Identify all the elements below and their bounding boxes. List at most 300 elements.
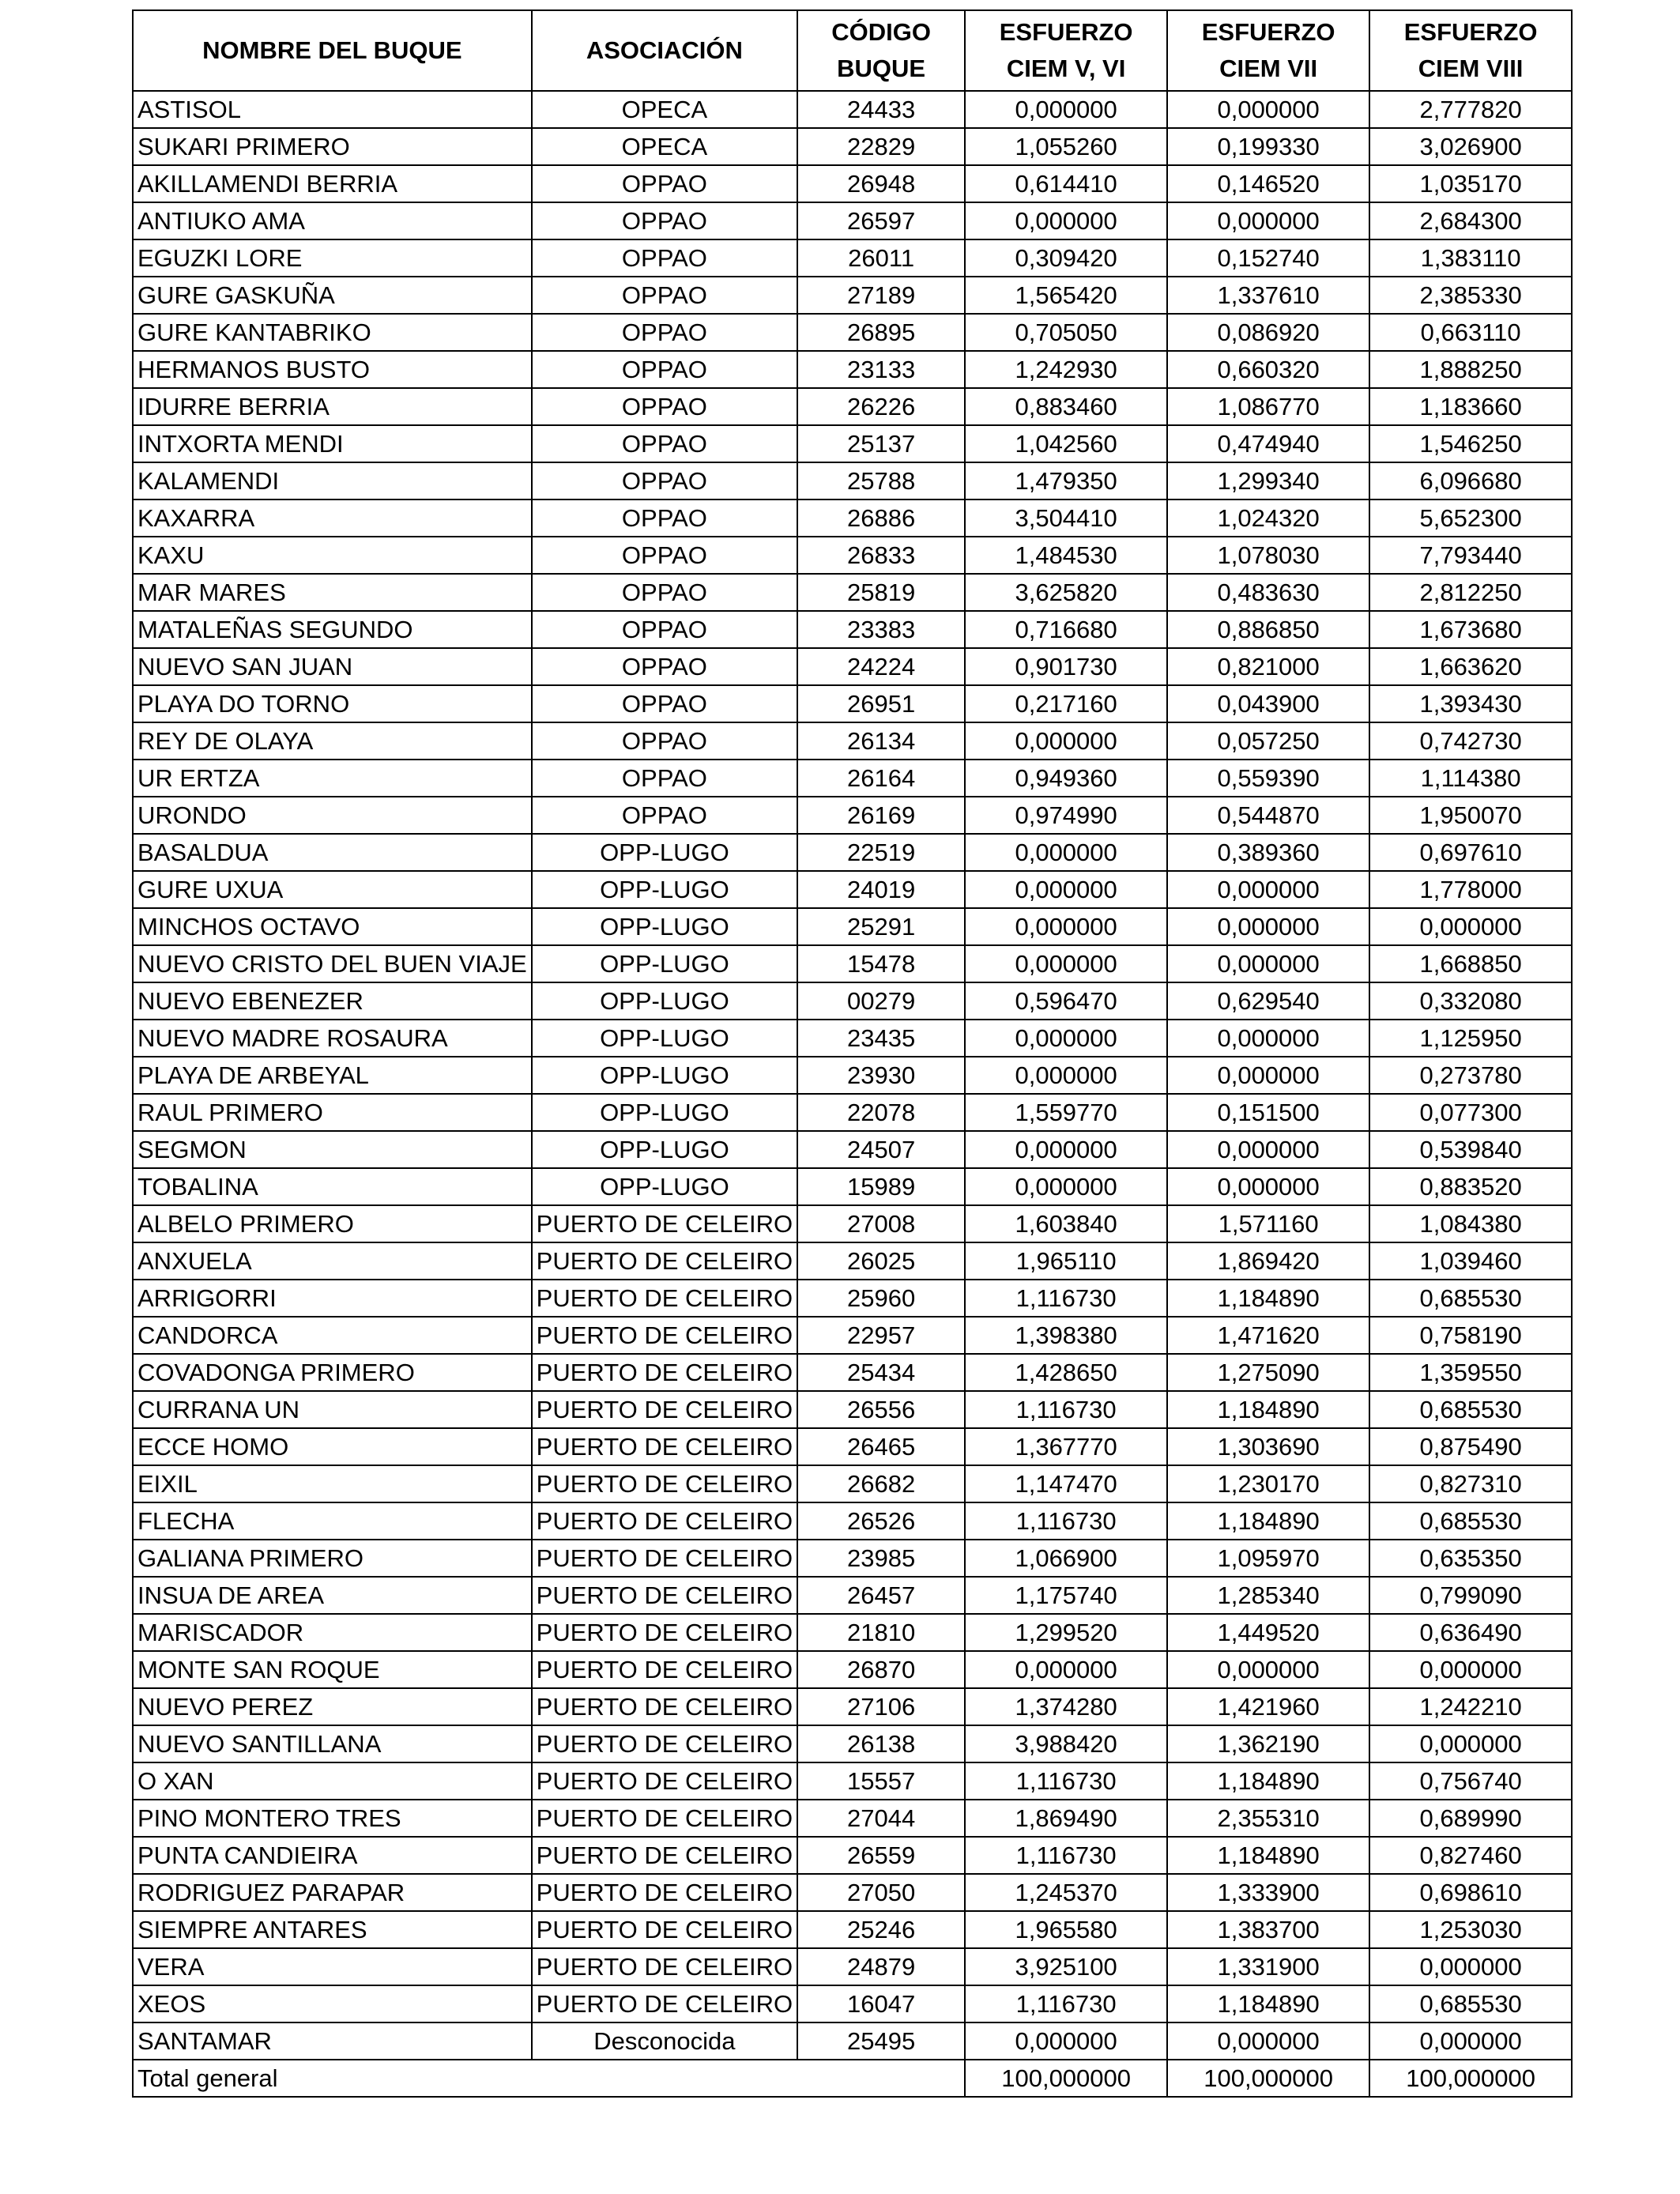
cell-effort-viii: 1,546250 [1369, 425, 1572, 462]
table-row [133, 1911, 1572, 1948]
cell-vessel-code: 16047 [797, 1985, 965, 2022]
cell-effort-viii: 0,685530 [1369, 1391, 1572, 1428]
cell-effort-viii: 0,799090 [1369, 1577, 1572, 1614]
cell-effort-v-vi: 1,398380 [965, 1317, 1167, 1354]
cell-effort-v-vi: 1,116730 [965, 1985, 1167, 2022]
cell-association: OPPAO [532, 462, 797, 499]
cell-effort-vii: 0,043900 [1167, 685, 1369, 722]
cell-effort-vii: 0,152740 [1167, 239, 1369, 277]
cell-effort-v-vi: 1,066900 [965, 1540, 1167, 1577]
cell-vessel-code: 26559 [797, 1837, 965, 1874]
cell-effort-v-vi: 1,116730 [965, 1762, 1167, 1800]
cell-vessel-code: 22519 [797, 834, 965, 871]
cell-effort-viii: 2,385330 [1369, 277, 1572, 314]
header-effort-vii: ESFUERZO CIEM VII [1167, 10, 1369, 91]
cell-effort-v-vi: 0,596470 [965, 982, 1167, 1020]
cell-effort-viii: 2,812250 [1369, 574, 1572, 611]
cell-effort-v-vi: 1,869490 [965, 1800, 1167, 1837]
cell-vessel-code: 15989 [797, 1168, 965, 1205]
cell-association: PUERTO DE CELEIRO [532, 1540, 797, 1577]
cell-effort-vii: 1,184890 [1167, 1837, 1369, 1874]
cell-association: OPP-LUGO [532, 1131, 797, 1168]
cell-effort-v-vi: 0,974990 [965, 797, 1167, 834]
cell-effort-vii: 0,000000 [1167, 871, 1369, 908]
cell-association: OPPAO [532, 425, 797, 462]
table-row [133, 314, 1572, 351]
cell-vessel-name: KAXU [133, 537, 532, 574]
cell-vessel-code: 25960 [797, 1280, 965, 1317]
cell-association: PUERTO DE CELEIRO [532, 1465, 797, 1502]
cell-effort-viii: 1,673680 [1369, 611, 1572, 648]
cell-vessel-code: 26682 [797, 1465, 965, 1502]
cell-effort-v-vi: 3,504410 [965, 499, 1167, 537]
cell-effort-vii: 0,660320 [1167, 351, 1369, 388]
cell-association: OPPAO [532, 722, 797, 760]
cell-effort-viii: 1,668850 [1369, 945, 1572, 982]
cell-effort-vii: 1,362190 [1167, 1725, 1369, 1762]
cell-association: OPP-LUGO [532, 1094, 797, 1131]
cell-effort-viii: 1,114380 [1369, 760, 1572, 797]
cell-effort-viii: 1,888250 [1369, 351, 1572, 388]
cell-effort-v-vi: 1,147470 [965, 1465, 1167, 1502]
cell-vessel-name: SIEMPRE ANTARES [133, 1911, 532, 1948]
cell-vessel-name: MONTE SAN ROQUE [133, 1651, 532, 1688]
cell-effort-vii: 0,000000 [1167, 2022, 1369, 2060]
cell-vessel-name: XEOS [133, 1985, 532, 2022]
cell-effort-v-vi: 0,309420 [965, 239, 1167, 277]
cell-association: PUERTO DE CELEIRO [532, 1354, 797, 1391]
cell-effort-v-vi: 3,988420 [965, 1725, 1167, 1762]
table-row [133, 537, 1572, 574]
cell-vessel-name: ASTISOL [133, 91, 532, 128]
cell-vessel-code: 22829 [797, 128, 965, 165]
cell-effort-vii: 0,544870 [1167, 797, 1369, 834]
cell-vessel-name: SANTAMAR [133, 2022, 532, 2060]
cell-association: PUERTO DE CELEIRO [532, 1614, 797, 1651]
cell-effort-vii: 1,184890 [1167, 1391, 1369, 1428]
cell-effort-v-vi: 1,479350 [965, 462, 1167, 499]
cell-vessel-code: 27044 [797, 1800, 965, 1837]
cell-vessel-name: GURE GASKUÑA [133, 277, 532, 314]
cell-association: PUERTO DE CELEIRO [532, 1837, 797, 1874]
table-row [133, 2022, 1572, 2060]
cell-vessel-code: 26465 [797, 1428, 965, 1465]
cell-vessel-name: RODRIGUEZ PARAPAR [133, 1874, 532, 1911]
cell-effort-viii: 0,883520 [1369, 1168, 1572, 1205]
cell-vessel-name: GURE UXUA [133, 871, 532, 908]
cell-association: PUERTO DE CELEIRO [532, 1985, 797, 2022]
cell-effort-v-vi: 0,217160 [965, 685, 1167, 722]
cell-association: OPPAO [532, 314, 797, 351]
cell-effort-vii: 0,000000 [1167, 1168, 1369, 1205]
header-effort-viii: ESFUERZO CIEM VIII [1369, 10, 1572, 91]
cell-effort-viii: 1,778000 [1369, 871, 1572, 908]
cell-vessel-name: ARRIGORRI [133, 1280, 532, 1317]
cell-effort-vii: 2,355310 [1167, 1800, 1369, 1837]
cell-effort-viii: 0,875490 [1369, 1428, 1572, 1465]
cell-effort-vii: 0,886850 [1167, 611, 1369, 648]
total-effort-v-vi: 100,000000 [965, 2060, 1167, 2097]
cell-vessel-code: 21810 [797, 1614, 965, 1651]
cell-effort-vii: 1,571160 [1167, 1205, 1369, 1242]
cell-vessel-code: 26025 [797, 1242, 965, 1280]
cell-vessel-code: 27050 [797, 1874, 965, 1911]
table-row [133, 1688, 1572, 1725]
table-row [133, 797, 1572, 834]
cell-vessel-name: COVADONGA PRIMERO [133, 1354, 532, 1391]
cell-effort-v-vi: 0,000000 [965, 202, 1167, 239]
cell-effort-v-vi: 1,245370 [965, 1874, 1167, 1911]
table-row [133, 945, 1572, 982]
cell-association: OPP-LUGO [532, 834, 797, 871]
cell-vessel-name: NUEVO EBENEZER [133, 982, 532, 1020]
cell-effort-viii: 1,039460 [1369, 1242, 1572, 1280]
cell-effort-viii: 0,000000 [1369, 908, 1572, 945]
cell-effort-viii: 1,183660 [1369, 388, 1572, 425]
table-body [133, 91, 1572, 2060]
cell-effort-viii: 2,684300 [1369, 202, 1572, 239]
cell-vessel-code: 23435 [797, 1020, 965, 1057]
total-row [133, 2060, 1572, 2097]
table-row [133, 425, 1572, 462]
cell-association: OPECA [532, 128, 797, 165]
cell-effort-vii: 1,086770 [1167, 388, 1369, 425]
cell-effort-v-vi: 1,055260 [965, 128, 1167, 165]
table-row [133, 1428, 1572, 1465]
cell-vessel-code: 26951 [797, 685, 965, 722]
cell-vessel-name: FLECHA [133, 1502, 532, 1540]
cell-effort-vii: 1,184890 [1167, 1280, 1369, 1317]
cell-effort-vii: 1,078030 [1167, 537, 1369, 574]
cell-effort-vii: 0,000000 [1167, 91, 1369, 128]
cell-vessel-code: 25137 [797, 425, 965, 462]
cell-vessel-name: NUEVO SAN JUAN [133, 648, 532, 685]
cell-effort-viii: 0,663110 [1369, 314, 1572, 351]
cell-effort-viii: 7,793440 [1369, 537, 1572, 574]
cell-effort-viii: 1,035170 [1369, 165, 1572, 202]
cell-vessel-code: 26886 [797, 499, 965, 537]
cell-effort-viii: 0,698610 [1369, 1874, 1572, 1911]
cell-association: OPPAO [532, 760, 797, 797]
cell-association: OPPAO [532, 351, 797, 388]
cell-effort-vii: 0,146520 [1167, 165, 1369, 202]
cell-effort-v-vi: 0,000000 [965, 91, 1167, 128]
cell-association: PUERTO DE CELEIRO [532, 1242, 797, 1280]
header-row [133, 10, 1572, 91]
cell-effort-vii: 1,184890 [1167, 1985, 1369, 2022]
table-row [133, 1540, 1572, 1577]
cell-vessel-name: IDURRE BERRIA [133, 388, 532, 425]
cell-effort-v-vi: 0,000000 [965, 722, 1167, 760]
cell-association: PUERTO DE CELEIRO [532, 1205, 797, 1242]
cell-effort-vii: 1,024320 [1167, 499, 1369, 537]
cell-vessel-name: AKILLAMENDI BERRIA [133, 165, 532, 202]
cell-vessel-name: GURE KANTABRIKO [133, 314, 532, 351]
cell-effort-v-vi: 1,965110 [965, 1242, 1167, 1280]
cell-effort-vii: 0,057250 [1167, 722, 1369, 760]
cell-effort-v-vi: 1,565420 [965, 277, 1167, 314]
table-row [133, 982, 1572, 1020]
cell-effort-viii: 0,000000 [1369, 1948, 1572, 1985]
cell-vessel-name: PLAYA DE ARBEYAL [133, 1057, 532, 1094]
cell-association: OPPAO [532, 388, 797, 425]
cell-effort-viii: 6,096680 [1369, 462, 1572, 499]
cell-association: OPPAO [532, 685, 797, 722]
table-row [133, 499, 1572, 537]
cell-association: OPPAO [532, 797, 797, 834]
header-association: ASOCIACIÓN [532, 10, 797, 91]
cell-vessel-name: GALIANA PRIMERO [133, 1540, 532, 1577]
cell-effort-vii: 1,299340 [1167, 462, 1369, 499]
cell-association: OPP-LUGO [532, 871, 797, 908]
cell-effort-v-vi: 0,705050 [965, 314, 1167, 351]
cell-association: Desconocida [532, 2022, 797, 2060]
cell-effort-v-vi: 0,000000 [965, 2022, 1167, 2060]
cell-effort-v-vi: 0,000000 [965, 834, 1167, 871]
table-row [133, 388, 1572, 425]
cell-effort-vii: 1,449520 [1167, 1614, 1369, 1651]
table-row [133, 648, 1572, 685]
table-row [133, 1614, 1572, 1651]
cell-effort-viii: 0,685530 [1369, 1280, 1572, 1317]
table-row [133, 462, 1572, 499]
cell-effort-viii: 0,539840 [1369, 1131, 1572, 1168]
cell-association: PUERTO DE CELEIRO [532, 1874, 797, 1911]
cell-effort-v-vi: 1,367770 [965, 1428, 1167, 1465]
cell-association: OPPAO [532, 611, 797, 648]
table-row [133, 351, 1572, 388]
table-row [133, 1948, 1572, 1985]
cell-vessel-code: 26457 [797, 1577, 965, 1614]
cell-vessel-code: 26164 [797, 760, 965, 797]
table-row [133, 908, 1572, 945]
table-row [133, 1502, 1572, 1540]
cell-effort-v-vi: 1,299520 [965, 1614, 1167, 1651]
cell-vessel-name: HERMANOS BUSTO [133, 351, 532, 388]
cell-association: OPPAO [532, 648, 797, 685]
cell-association: PUERTO DE CELEIRO [532, 1688, 797, 1725]
table-row [133, 165, 1572, 202]
cell-vessel-name: SEGMON [133, 1131, 532, 1168]
cell-association: OPPAO [532, 499, 797, 537]
cell-effort-viii: 1,393430 [1369, 685, 1572, 722]
cell-vessel-code: 26226 [797, 388, 965, 425]
cell-vessel-name: KALAMENDI [133, 462, 532, 499]
cell-effort-vii: 0,199330 [1167, 128, 1369, 165]
cell-effort-v-vi: 1,116730 [965, 1391, 1167, 1428]
cell-vessel-code: 23985 [797, 1540, 965, 1577]
cell-vessel-name: MINCHOS OCTAVO [133, 908, 532, 945]
cell-vessel-code: 24507 [797, 1131, 965, 1168]
cell-vessel-code: 26169 [797, 797, 965, 834]
cell-vessel-code: 23133 [797, 351, 965, 388]
cell-association: PUERTO DE CELEIRO [532, 1800, 797, 1837]
cell-association: PUERTO DE CELEIRO [532, 1762, 797, 1800]
header-vessel-code: CÓDIGO BUQUE [797, 10, 965, 91]
cell-association: OPECA [532, 91, 797, 128]
cell-effort-vii: 1,275090 [1167, 1354, 1369, 1391]
cell-vessel-code: 26597 [797, 202, 965, 239]
cell-vessel-name: ANTIUKO AMA [133, 202, 532, 239]
vessel-effort-table [132, 9, 1573, 2098]
table-row [133, 1577, 1572, 1614]
cell-vessel-code: 24433 [797, 91, 965, 128]
cell-association: OPP-LUGO [532, 982, 797, 1020]
cell-effort-vii: 1,333900 [1167, 1874, 1369, 1911]
cell-effort-vii: 0,151500 [1167, 1094, 1369, 1131]
cell-vessel-code: 27106 [797, 1688, 965, 1725]
cell-effort-viii: 0,685530 [1369, 1985, 1572, 2022]
cell-vessel-name: O XAN [133, 1762, 532, 1800]
cell-effort-viii: 1,383110 [1369, 239, 1572, 277]
table-row [133, 1874, 1572, 1911]
cell-association: PUERTO DE CELEIRO [532, 1391, 797, 1428]
cell-vessel-code: 26870 [797, 1651, 965, 1688]
cell-effort-viii: 0,635350 [1369, 1540, 1572, 1577]
table-row [133, 1317, 1572, 1354]
cell-vessel-name: PUNTA CANDIEIRA [133, 1837, 532, 1874]
cell-vessel-name: ECCE HOMO [133, 1428, 532, 1465]
cell-effort-viii: 0,636490 [1369, 1614, 1572, 1651]
cell-vessel-name: RAUL PRIMERO [133, 1094, 532, 1131]
cell-effort-v-vi: 0,000000 [965, 871, 1167, 908]
cell-vessel-name: BASALDUA [133, 834, 532, 871]
table-row [133, 1725, 1572, 1762]
cell-vessel-name: EIXIL [133, 1465, 532, 1502]
cell-effort-vii: 0,389360 [1167, 834, 1369, 871]
table-row [133, 1131, 1572, 1168]
table-row [133, 1094, 1572, 1131]
cell-effort-v-vi: 1,116730 [965, 1502, 1167, 1540]
table-row [133, 1762, 1572, 1800]
cell-association: OPPAO [532, 239, 797, 277]
cell-effort-v-vi: 0,614410 [965, 165, 1167, 202]
cell-vessel-name: EGUZKI LORE [133, 239, 532, 277]
cell-vessel-code: 00279 [797, 982, 965, 1020]
cell-association: OPPAO [532, 202, 797, 239]
cell-vessel-name: MARISCADOR [133, 1614, 532, 1651]
cell-association: PUERTO DE CELEIRO [532, 1317, 797, 1354]
cell-effort-viii: 1,125950 [1369, 1020, 1572, 1057]
cell-association: OPPAO [532, 574, 797, 611]
cell-effort-v-vi: 0,000000 [965, 945, 1167, 982]
table-row [133, 611, 1572, 648]
cell-association: PUERTO DE CELEIRO [532, 1428, 797, 1465]
cell-effort-viii: 0,697610 [1369, 834, 1572, 871]
table-row [133, 1837, 1572, 1874]
cell-vessel-name: SUKARI PRIMERO [133, 128, 532, 165]
cell-effort-vii: 1,184890 [1167, 1502, 1369, 1540]
cell-effort-viii: 0,332080 [1369, 982, 1572, 1020]
cell-vessel-name: NUEVO MADRE ROSAURA [133, 1020, 532, 1057]
cell-vessel-code: 26138 [797, 1725, 965, 1762]
cell-vessel-name: NUEVO CRISTO DEL BUEN VIAJE [133, 945, 532, 982]
cell-vessel-code: 27189 [797, 277, 965, 314]
cell-effort-viii: 1,253030 [1369, 1911, 1572, 1948]
cell-effort-vii: 1,383700 [1167, 1911, 1369, 1948]
cell-association: PUERTO DE CELEIRO [532, 1948, 797, 1985]
cell-vessel-name: MATALEÑAS SEGUNDO [133, 611, 532, 648]
table-row [133, 239, 1572, 277]
table-row [133, 1651, 1572, 1688]
table-row [133, 277, 1572, 314]
cell-effort-v-vi: 1,374280 [965, 1688, 1167, 1725]
cell-effort-viii: 0,827460 [1369, 1837, 1572, 1874]
cell-association: OPPAO [532, 537, 797, 574]
cell-vessel-code: 27008 [797, 1205, 965, 1242]
cell-vessel-code: 26833 [797, 537, 965, 574]
table-row [133, 1280, 1572, 1317]
cell-vessel-code: 26895 [797, 314, 965, 351]
cell-effort-v-vi: 1,484530 [965, 537, 1167, 574]
cell-effort-vii: 1,421960 [1167, 1688, 1369, 1725]
cell-vessel-name: INSUA DE AREA [133, 1577, 532, 1614]
cell-effort-vii: 1,095970 [1167, 1540, 1369, 1577]
cell-effort-v-vi: 1,116730 [965, 1280, 1167, 1317]
cell-effort-vii: 0,000000 [1167, 1651, 1369, 1688]
cell-effort-v-vi: 1,428650 [965, 1354, 1167, 1391]
cell-effort-v-vi: 0,000000 [965, 1057, 1167, 1094]
table-row [133, 1242, 1572, 1280]
cell-effort-vii: 1,303690 [1167, 1428, 1369, 1465]
cell-effort-vii: 0,629540 [1167, 982, 1369, 1020]
cell-association: OPP-LUGO [532, 945, 797, 982]
cell-effort-vii: 1,471620 [1167, 1317, 1369, 1354]
cell-effort-v-vi: 1,242930 [965, 351, 1167, 388]
cell-vessel-code: 25819 [797, 574, 965, 611]
cell-effort-v-vi: 0,000000 [965, 908, 1167, 945]
cell-vessel-name: URONDO [133, 797, 532, 834]
cell-association: PUERTO DE CELEIRO [532, 1651, 797, 1688]
cell-effort-v-vi: 1,042560 [965, 425, 1167, 462]
table-row [133, 1205, 1572, 1242]
cell-effort-vii: 0,000000 [1167, 1131, 1369, 1168]
cell-effort-viii: 1,359550 [1369, 1354, 1572, 1391]
cell-vessel-code: 23930 [797, 1057, 965, 1094]
cell-association: OPP-LUGO [532, 1020, 797, 1057]
table-row [133, 1057, 1572, 1094]
cell-vessel-name: KAXARRA [133, 499, 532, 537]
cell-effort-vii: 0,000000 [1167, 945, 1369, 982]
cell-effort-viii: 5,652300 [1369, 499, 1572, 537]
cell-effort-vii: 0,483630 [1167, 574, 1369, 611]
table-row [133, 1465, 1572, 1502]
table-row [133, 871, 1572, 908]
cell-effort-vii: 0,000000 [1167, 202, 1369, 239]
cell-association: PUERTO DE CELEIRO [532, 1502, 797, 1540]
cell-vessel-code: 25246 [797, 1911, 965, 1948]
cell-effort-v-vi: 0,901730 [965, 648, 1167, 685]
cell-effort-viii: 0,756740 [1369, 1762, 1572, 1800]
cell-effort-v-vi: 1,965580 [965, 1911, 1167, 1948]
table-row [133, 202, 1572, 239]
cell-effort-viii: 2,777820 [1369, 91, 1572, 128]
header-effort-v-vi: ESFUERZO CIEM V, VI [965, 10, 1167, 91]
cell-vessel-name: CANDORCA [133, 1317, 532, 1354]
cell-association: PUERTO DE CELEIRO [532, 1280, 797, 1317]
total-effort-viii: 100,000000 [1369, 2060, 1572, 2097]
cell-effort-viii: 0,000000 [1369, 2022, 1572, 2060]
cell-effort-v-vi: 0,000000 [965, 1651, 1167, 1688]
cell-effort-v-vi: 0,000000 [965, 1020, 1167, 1057]
cell-effort-v-vi: 0,716680 [965, 611, 1167, 648]
total-label: Total general [133, 2060, 965, 2097]
cell-effort-vii: 0,000000 [1167, 1057, 1369, 1094]
cell-association: OPP-LUGO [532, 1168, 797, 1205]
cell-effort-v-vi: 3,625820 [965, 574, 1167, 611]
cell-vessel-code: 24019 [797, 871, 965, 908]
cell-vessel-code: 23383 [797, 611, 965, 648]
